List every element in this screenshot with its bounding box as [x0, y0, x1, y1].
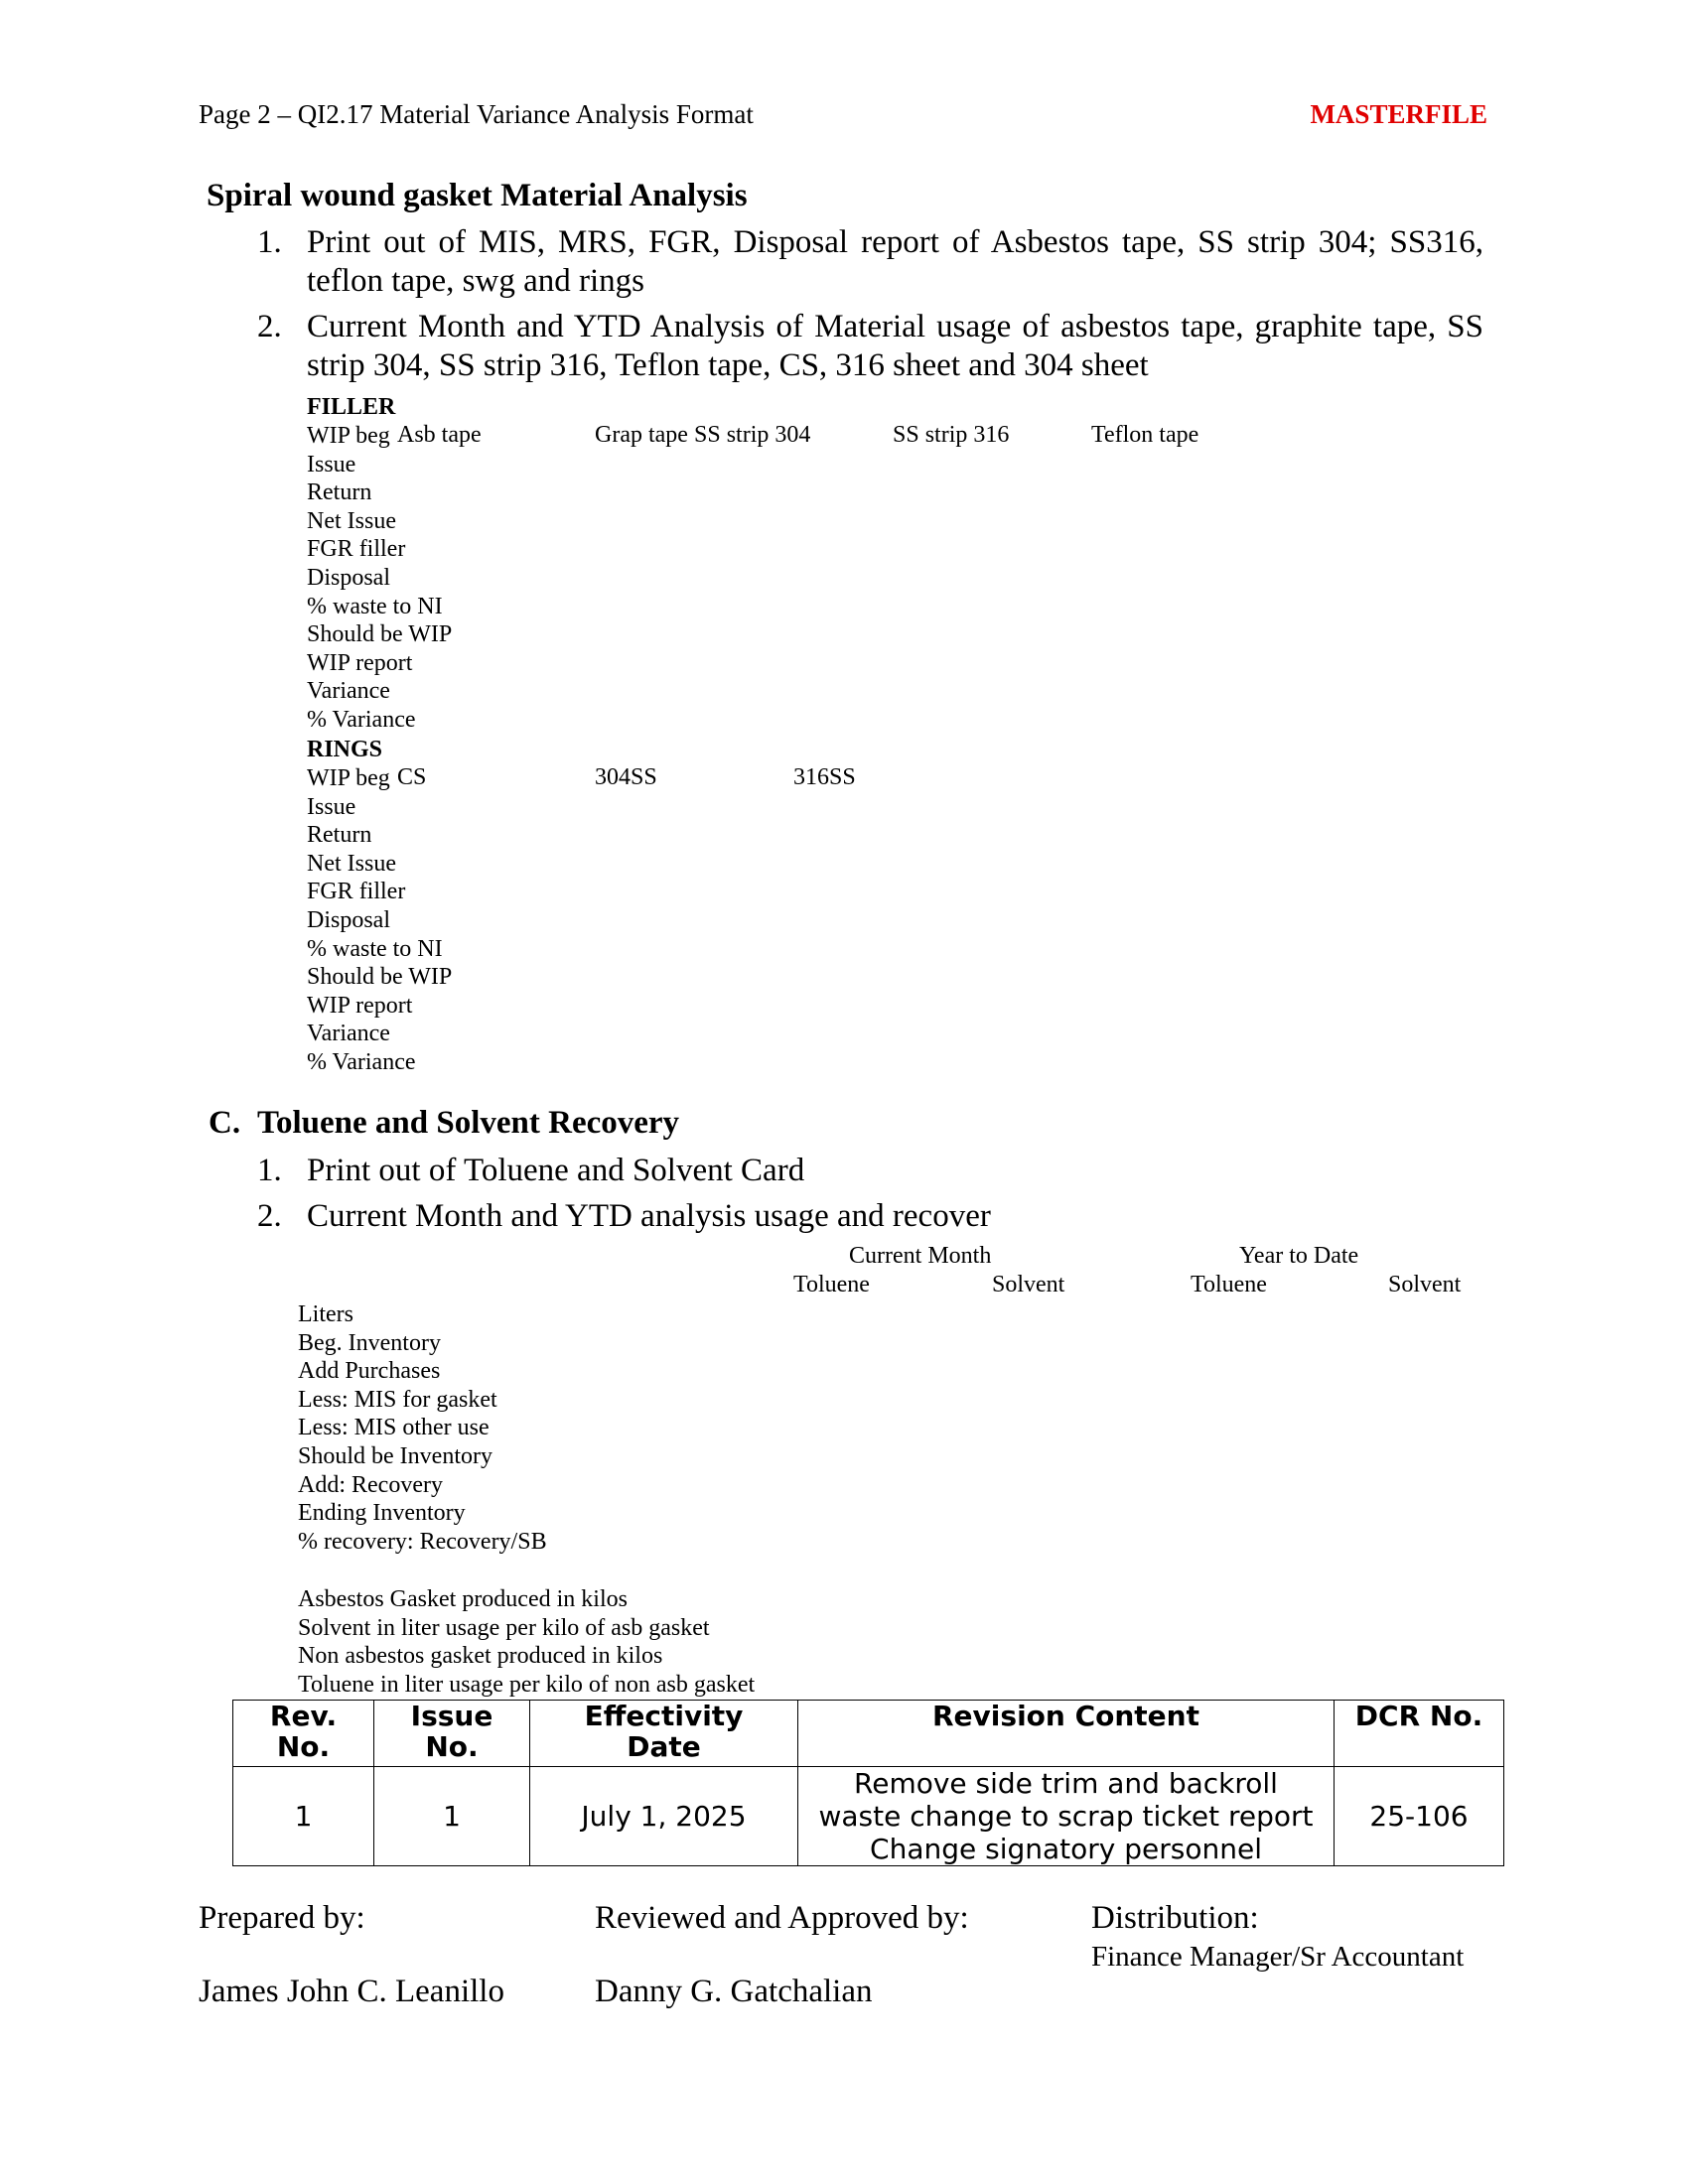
spiral-item-2 — [257, 308, 1483, 387]
page-header: Page 2 – QI2.17 Material Variance Analysis Format — [199, 99, 754, 129]
rings-col-316ss: 316SS — [793, 764, 856, 790]
period-header-ytd: Year to Date — [1239, 1243, 1359, 1269]
toluene-extra-rows — [298, 1585, 755, 1699]
toluene-item-1 — [257, 1152, 1483, 1191]
spiral-section-title: Spiral wound gasket Material Analysis — [207, 178, 748, 213]
rings-row: WIP beg — [307, 765, 390, 791]
rings-heading: RINGS — [307, 737, 383, 762]
filler-row: FGR filler — [307, 536, 406, 563]
filler-col-ss-strip-316: SS strip 316 — [893, 422, 1010, 448]
rings-row: Variance — [307, 1021, 390, 1047]
rings-row: Return — [307, 822, 372, 849]
filler-row: Should be WIP — [307, 621, 453, 648]
toluene-extra-row: Solvent in liter usage per kilo of asb gasket — [298, 1614, 710, 1641]
filler-row-labels — [307, 422, 452, 735]
toluene-row: Less: MIS other use — [298, 1415, 490, 1441]
toluene-row: Beg. Inventory — [298, 1329, 441, 1356]
prepared-by-label: Prepared by: — [199, 1900, 365, 1936]
rings-col-cs: CS — [397, 764, 427, 790]
toluene-row: % recovery: Recovery/SB — [298, 1528, 547, 1555]
rings-row: Disposal — [307, 906, 390, 933]
col-rev-no: Rev. No. — [233, 1701, 374, 1767]
filler-row: % Variance — [307, 706, 416, 733]
rings-row: Should be WIP — [307, 964, 453, 991]
cell-rev: 1 — [233, 1767, 374, 1866]
section-c-title: Toluene and Solvent Recovery — [257, 1105, 680, 1141]
prepared-by-name: James John C. Leanillo — [199, 1974, 504, 2009]
cell-content: Remove side trim and backroll waste change to scrap ticket report Change signatory personnel — [798, 1767, 1335, 1866]
list-number: 1. — [257, 224, 282, 260]
filler-row: Return — [307, 479, 372, 506]
rings-row: FGR filler — [307, 879, 406, 905]
col-dcr-no: DCR No. — [1335, 1701, 1504, 1767]
toluene-row: Less: MIS for gasket — [298, 1386, 497, 1413]
sub-header-toluene: Toluene — [793, 1272, 870, 1297]
toluene-row: Should be Inventory — [298, 1442, 492, 1469]
filler-col-grap-tape: Grap tape — [595, 422, 688, 448]
list-number: 2. — [257, 309, 282, 344]
rings-col-304ss: 304SS — [595, 764, 657, 790]
toluene-extra-row: Asbestos Gasket produced in kilos — [298, 1586, 628, 1612]
cell-date: July 1, 2025 — [530, 1767, 798, 1866]
list-text: Print out of MIS, MRS, FGR, Disposal report of Asbestos tape, SS strip 304; SS316, teflon tape, swg and rings — [307, 224, 1483, 299]
filler-row: WIP report — [307, 649, 413, 676]
filler-row: Disposal — [307, 564, 390, 591]
filler-col-teflon-tape: Teflon tape — [1091, 422, 1199, 448]
rings-row: Issue — [307, 793, 356, 820]
masterfile-stamp: MASTERFILE — [1310, 99, 1487, 129]
list-number: 2. — [257, 1198, 282, 1234]
toluene-row-labels — [298, 1300, 547, 1556]
filler-col-asb-tape: Asb tape — [397, 422, 482, 448]
rings-row: WIP report — [307, 992, 413, 1019]
cell-issue: 1 — [374, 1767, 530, 1866]
revision-table-header — [233, 1701, 1504, 1767]
filler-row: Net Issue — [307, 507, 396, 534]
section-c-letter: C. — [209, 1105, 241, 1141]
sub-header-toluene: Toluene — [1191, 1272, 1267, 1297]
col-issue-no: Issue No. — [374, 1701, 530, 1767]
period-header-current-month: Current Month — [849, 1243, 992, 1269]
filler-heading: FILLER — [307, 394, 396, 420]
toluene-extra-row: Non asbestos gasket produced in kilos — [298, 1643, 663, 1670]
toluene-row: Add Purchases — [298, 1358, 441, 1385]
toluene-row: Ending Inventory — [298, 1500, 466, 1527]
toluene-row: Add: Recovery — [298, 1471, 443, 1498]
reviewed-by-label: Reviewed and Approved by: — [595, 1900, 969, 1936]
revision-table — [232, 1700, 1504, 1866]
list-text: Print out of Toluene and Solvent Card — [307, 1153, 805, 1188]
rings-row: % Variance — [307, 1048, 416, 1075]
distribution-label: Distribution: — [1091, 1900, 1259, 1936]
spiral-item-1 — [257, 223, 1483, 303]
rings-row-labels — [307, 764, 452, 1077]
list-text: Current Month and YTD Analysis of Material usage of asbestos tape, graphite tape, SS strip 304, SS strip 316, Teflon tape, CS, 316 sheet and 304 sheet — [307, 309, 1483, 383]
table-row — [233, 1767, 1504, 1866]
list-text: Current Month and YTD analysis usage and recover — [307, 1198, 991, 1234]
sub-header-solvent: Solvent — [1388, 1272, 1462, 1297]
filler-row: Issue — [307, 451, 356, 478]
list-number: 1. — [257, 1153, 282, 1188]
filler-col-ss-strip-304: SS strip 304 — [694, 422, 811, 448]
toluene-item-2 — [257, 1197, 1483, 1237]
filler-row: Variance — [307, 678, 390, 705]
filler-row: % waste to NI — [307, 593, 443, 619]
toluene-row: Liters — [298, 1301, 353, 1327]
distribution-value: Finance Manager/Sr Accountant — [1091, 1941, 1465, 1973]
filler-row: WIP beg — [307, 423, 390, 449]
reviewed-by-name: Danny G. Gatchalian — [595, 1974, 873, 2009]
col-effectivity-date: Effectivity Date — [530, 1701, 798, 1767]
col-revision-content: Revision Content — [798, 1701, 1335, 1767]
toluene-extra-row: Toluene in liter usage per kilo of non asb gasket — [298, 1671, 756, 1698]
rings-row: Net Issue — [307, 850, 396, 877]
rings-row: % waste to NI — [307, 935, 443, 962]
sub-header-solvent: Solvent — [992, 1272, 1065, 1297]
cell-dcr: 25-106 — [1335, 1767, 1504, 1866]
